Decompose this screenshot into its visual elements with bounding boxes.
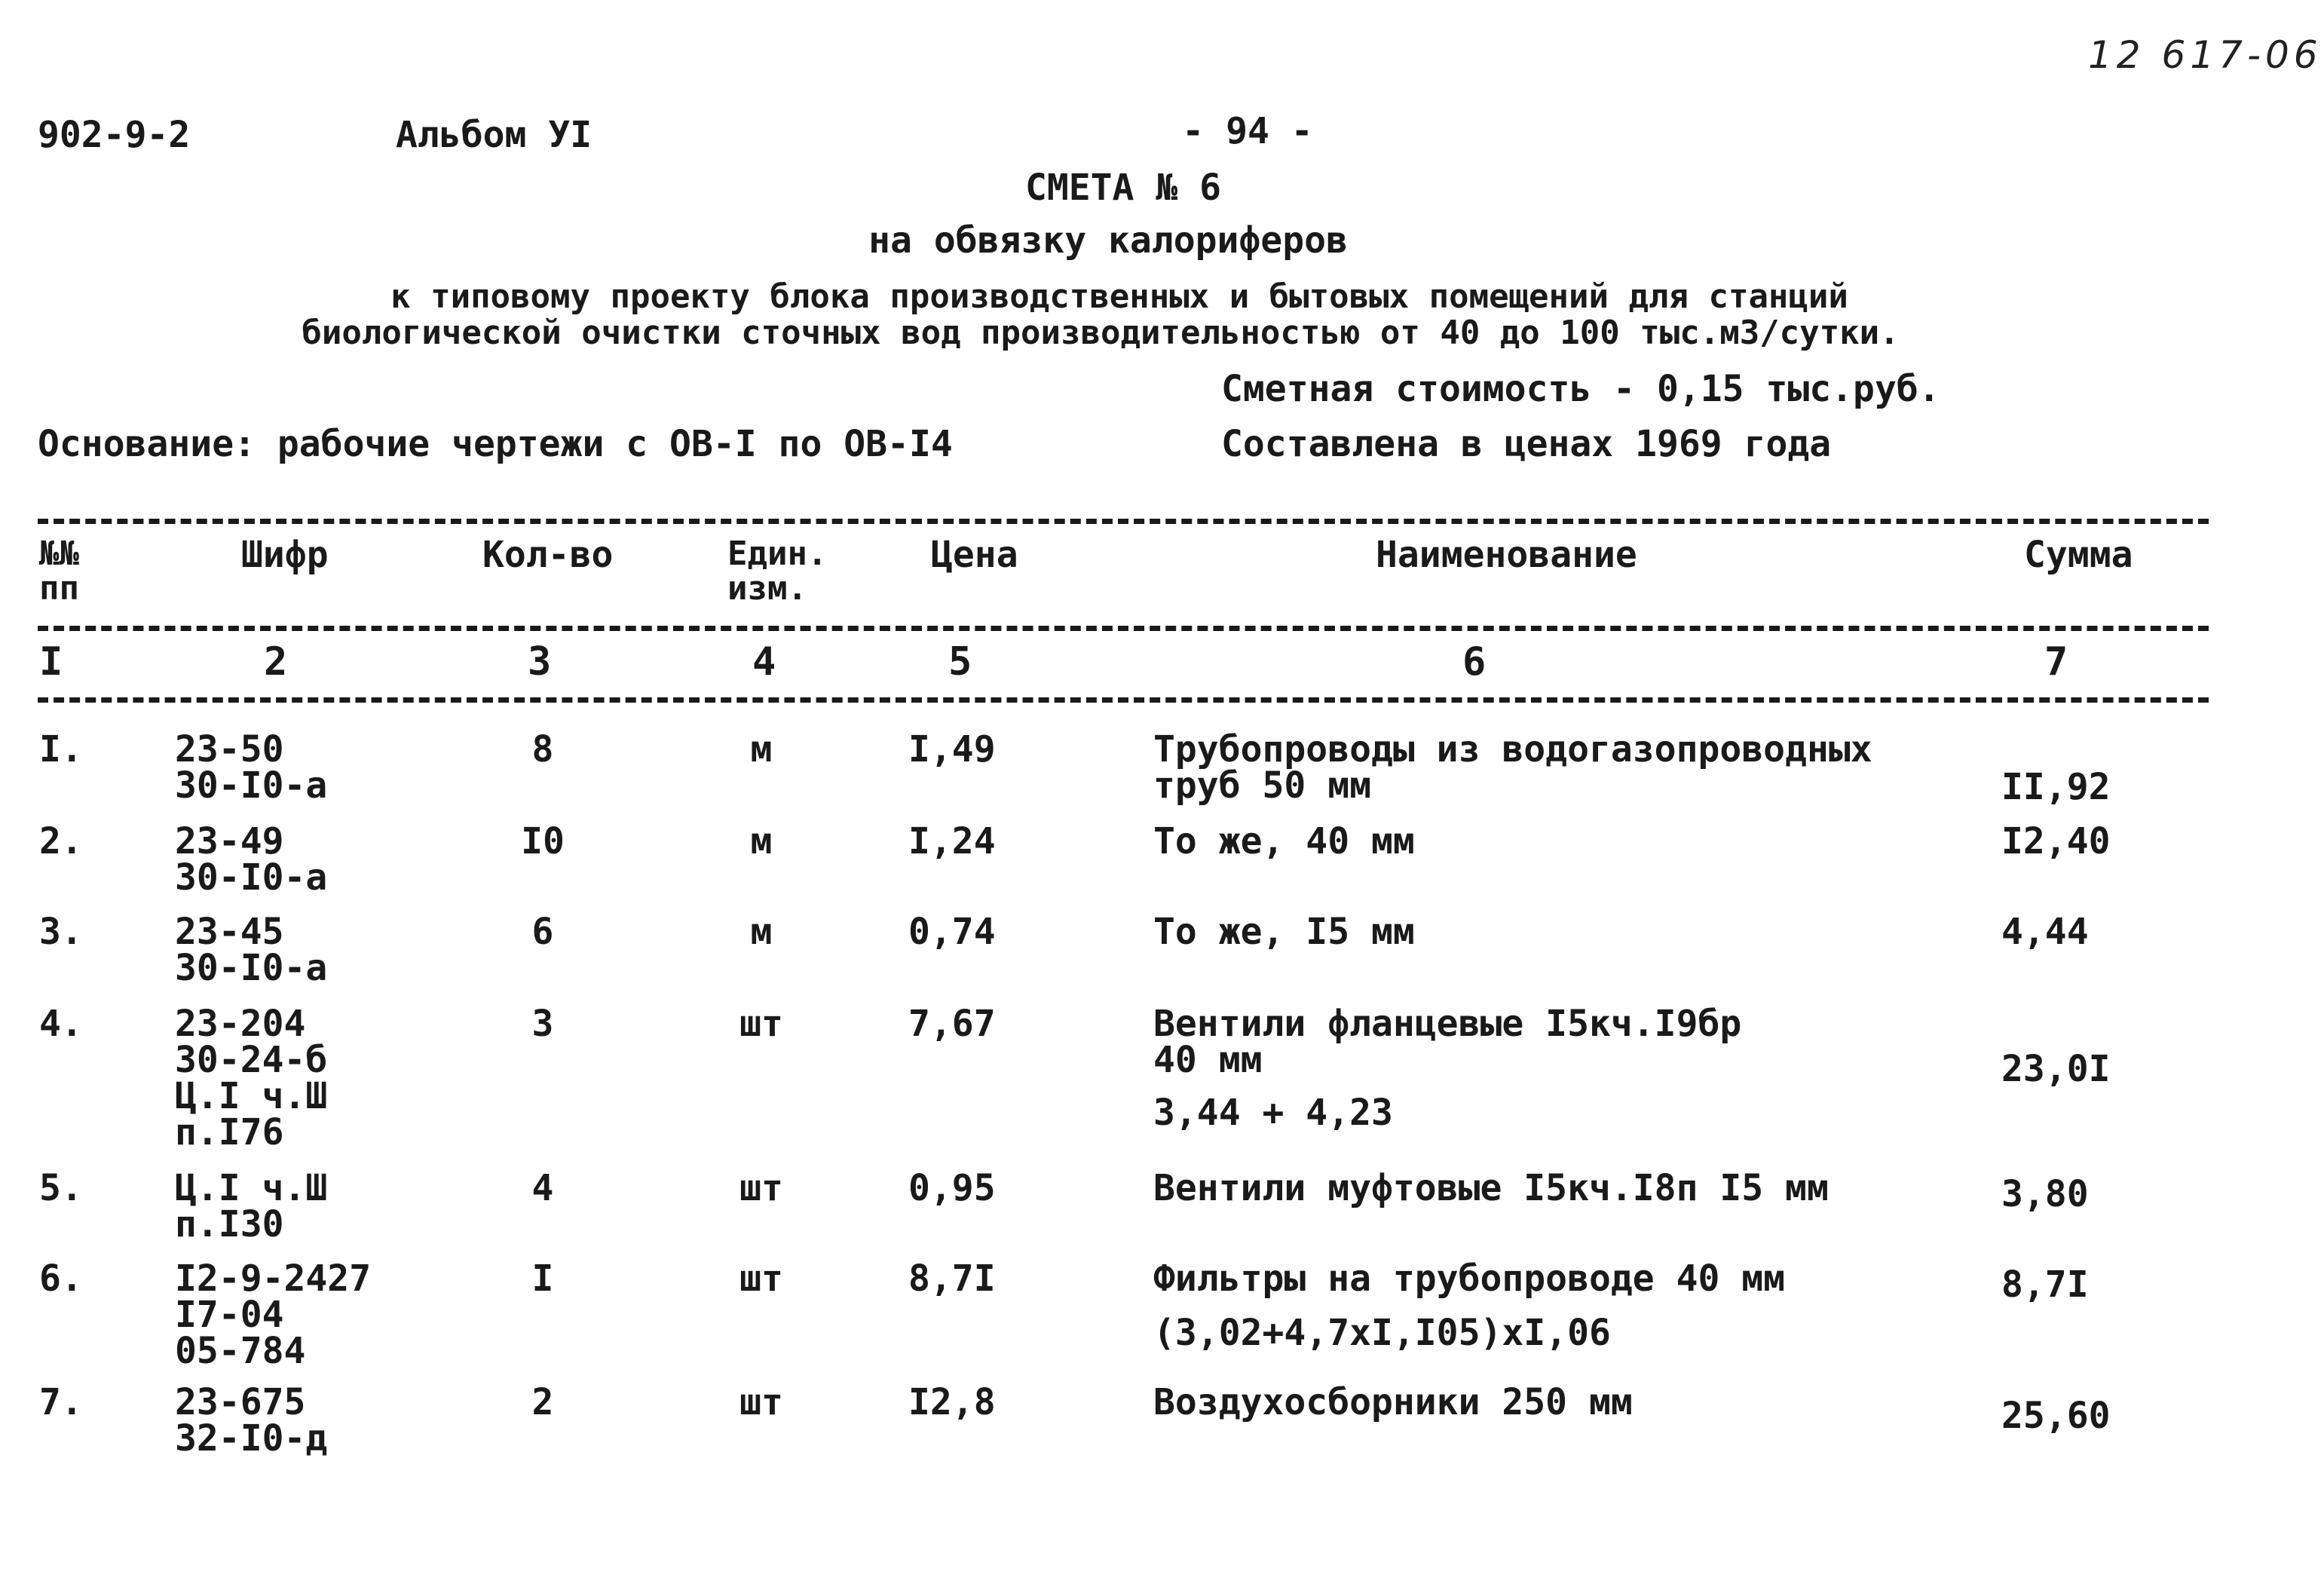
- table-top-rule: [38, 519, 2209, 524]
- row-sum: 23,0I: [2001, 1048, 2111, 1090]
- row-code: I2-9-2427 I7-04 05-784: [175, 1258, 372, 1372]
- header-num: №№ пп: [39, 535, 79, 608]
- row-unit: шт: [739, 1003, 783, 1045]
- row-unit: шт: [739, 1381, 783, 1423]
- row-calc: (3,02+4,7хI,I05)хI,06: [1153, 1312, 1611, 1354]
- row-sum: 8,7I: [2001, 1264, 2089, 1306]
- row-name: Трубопроводы из водогазопроводных труб 50 мм: [1153, 728, 1872, 807]
- header-qty: Кол-во: [482, 534, 614, 576]
- row-code: 23-45 30-I0-а: [175, 911, 328, 989]
- row-unit: шт: [739, 1258, 783, 1300]
- row-qty: 4: [531, 1167, 554, 1209]
- row-qty: I: [531, 1258, 554, 1300]
- row-price: 0,95: [908, 1167, 996, 1209]
- row-price: 8,7I: [908, 1258, 996, 1300]
- row-num: 4.: [39, 1003, 83, 1045]
- row-code: Ц.I ч.Ш п.I30: [175, 1167, 328, 1245]
- row-qty: 8: [531, 728, 554, 770]
- project-description-line1: к типовому проекту блока производственных и бытовых помещений для станций: [390, 277, 1848, 316]
- row-num: 7.: [39, 1381, 83, 1423]
- col-number: 7: [2044, 639, 2068, 685]
- row-sum: 3,80: [2001, 1173, 2089, 1215]
- basis: Основание: рабочие чертежи с ОВ-I по ОВ-I4: [38, 423, 953, 465]
- row-calc: 3,44 + 4,23: [1153, 1092, 1393, 1134]
- page-number: - 94 -: [1182, 110, 1313, 152]
- row-code: 23-204 30-24-б Ц.I ч.Ш п.I76: [175, 1003, 328, 1153]
- row-price: I,49: [908, 728, 996, 770]
- row-code: 23-675 32-I0-д: [175, 1381, 328, 1460]
- row-name: Вентили муфтовые I5кч.I8п I5 мм: [1153, 1167, 1829, 1209]
- row-num: 5.: [39, 1167, 83, 1209]
- row-num: 3.: [39, 911, 83, 953]
- row-sum: 4,44: [2001, 911, 2089, 953]
- table-row: [0, 1381, 2324, 1460]
- col-number: 5: [948, 639, 972, 685]
- row-price: 7,67: [908, 1003, 996, 1045]
- row-unit: м: [750, 728, 773, 770]
- header-name: Наименование: [1376, 534, 1637, 576]
- estimate-title: СМЕТА № 6: [1024, 167, 1222, 209]
- row-qty: 3: [531, 1003, 554, 1045]
- table-colnum-rule: [38, 697, 2209, 703]
- table-row: [0, 1167, 2324, 1245]
- doc-code: 902-9-2: [38, 114, 191, 156]
- row-num: 2.: [39, 820, 83, 862]
- handwritten-number: 12 617-06: [2088, 33, 2322, 77]
- col-number: 3: [528, 639, 552, 685]
- row-code: 23-49 30-I0-а: [175, 820, 328, 899]
- row-name: То же, 40 мм: [1153, 820, 1415, 862]
- header-sum: Сумма: [2024, 534, 2133, 576]
- row-num: I.: [39, 728, 83, 770]
- col-number: I: [39, 639, 63, 685]
- row-name: Вентили фланцевые I5кч.I9бр 40 мм: [1153, 1003, 1742, 1081]
- row-qty: 6: [531, 911, 554, 953]
- row-num: 6.: [39, 1258, 83, 1300]
- row-unit: м: [750, 911, 773, 953]
- price-level: Составлена в ценах 1969 года: [1221, 423, 1832, 465]
- col-number: 2: [264, 639, 288, 685]
- row-code: 23-50 30-I0-а: [175, 728, 328, 807]
- row-unit: м: [750, 820, 773, 862]
- row-sum: II,92: [2001, 766, 2111, 808]
- col-number: 6: [1462, 639, 1487, 685]
- row-name: Воздухосборники 250 мм: [1153, 1381, 1633, 1423]
- table-header-rule: [38, 626, 2209, 631]
- estimated-cost: Сметная стоимость - 0,15 тыс.руб.: [1221, 368, 1940, 410]
- project-description-line2: биологической очистки сточных вод производительностью от 40 до 100 тыс.м3/сутки.: [302, 314, 1900, 352]
- row-name: То же, I5 мм: [1153, 911, 1415, 953]
- row-name: Фильтры на трубопроводе 40 мм: [1153, 1258, 1786, 1300]
- row-sum: 25,60: [2001, 1395, 2111, 1437]
- table-row: [0, 728, 2324, 808]
- table-row: [0, 820, 2324, 899]
- header-code: Шифр: [241, 534, 329, 576]
- row-sum: I2,40: [2001, 820, 2111, 862]
- row-unit: шт: [739, 1167, 783, 1209]
- header-unit: Един. изм.: [727, 535, 828, 608]
- row-qty: 2: [531, 1381, 554, 1423]
- row-price: 0,74: [908, 911, 996, 953]
- estimate-subject: на обвязку калориферов: [868, 219, 1348, 262]
- row-price: I,24: [908, 820, 996, 862]
- col-number: 4: [752, 639, 776, 685]
- album-label: Альбом УI: [396, 114, 592, 156]
- row-qty: I0: [521, 820, 565, 862]
- header-price: Цена: [931, 534, 1018, 576]
- row-price: I2,8: [908, 1381, 996, 1423]
